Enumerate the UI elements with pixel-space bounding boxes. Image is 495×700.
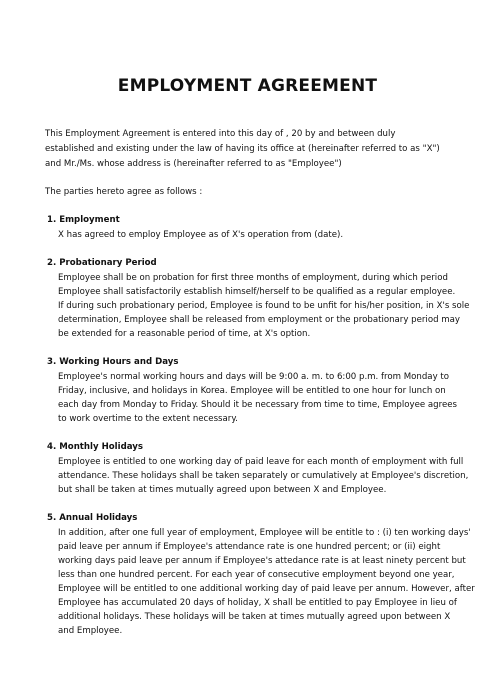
section-text-line: Employee's normal working hours and days will be 9:00 a. m. to 6:00 p.m. from Monday to: [58, 372, 450, 382]
section-text-line: If during such probationary period, Employee is found to be unfit for his/her position, in X's sole: [58, 301, 470, 311]
section-text-line: Employee shall satisfactorily establish himself/herself to be qualified as a regular employee.: [58, 287, 456, 297]
section-text-line: paid leave per annum if Employee's attendance rate is one hundred percent; or (ii) eight: [58, 542, 441, 552]
section-heading-employment: 1. Employment: [47, 215, 120, 225]
section-text-line: working days paid leave per annum if Employee's attedance rate is at least ninety percent but: [58, 556, 466, 566]
section-text-line: Employee will be entitled to one additional working day of paid leave per annum. However, after: [58, 584, 475, 594]
section-text-line: to work overtime to the extent necessary.: [58, 414, 238, 424]
section-text-line: be extended for a reasonable period of time, at X's option.: [58, 329, 311, 339]
section-text-line: Employee is entitled to one working day of paid leave for each month of employment with full: [58, 457, 464, 467]
section-text-line: attendance. These holidays shall be taken separately or cumulatively at Employee's discretion,: [58, 471, 469, 481]
intro-line: established and existing under the law of having its office at (hereinafter referred to as "X"): [45, 144, 440, 154]
section-text-line: Employee has accumulated 20 days of holiday, X shall be entitled to pay Employee in lieu of: [58, 598, 457, 608]
section-text-line: each day from Monday to Friday. Should it be necessary from time to time, Employee agrees: [58, 400, 458, 410]
parties-line: The parties hereto agree as follows :: [45, 187, 203, 197]
section-heading-monthly-holidays: 4. Monthly Holidays: [47, 442, 143, 452]
section-text-line: but shall be taken at times mutually agreed upon between X and Employee.: [58, 485, 387, 495]
document-title: EMPLOYMENT AGREEMENT: [117, 76, 378, 96]
section-text-line: additional holidays. These holidays will be taken at times mutually agreed upon between X: [58, 612, 451, 622]
section-text-line: and Employee.: [58, 626, 123, 636]
section-text-line: X has agreed to employ Employee as of X's operation from (date).: [58, 230, 344, 240]
section-text-line: determination, Employee shall be released from employment or the probationary period may: [58, 315, 460, 325]
intro-line: and Mr./Ms. whose address is (hereinafter referred to as "Employee"): [45, 159, 342, 169]
section-heading-probationary-period: 2. Probationary Period: [47, 258, 157, 268]
section-text-line: In addition, after one full year of employment, Employee will be entitle to : (i) ten working days': [58, 528, 471, 538]
section-text-line: less than one hundred percent. For each year of consecutive employment beyond one year,: [58, 570, 455, 580]
section-text-line: Employee shall be on probation for first three months of employment, during which period: [58, 273, 448, 283]
intro-line: This Employment Agreement is entered into this day of , 20 by and between duly: [45, 129, 396, 139]
section-heading-working-hours: 3. Working Hours and Days: [47, 357, 179, 367]
section-text-line: Friday, inclusive, and holidays in Korea. Employee will be entitled to one hour for lunch on: [58, 386, 446, 396]
section-heading-annual-holidays: 5. Annual Holidays: [47, 513, 138, 523]
